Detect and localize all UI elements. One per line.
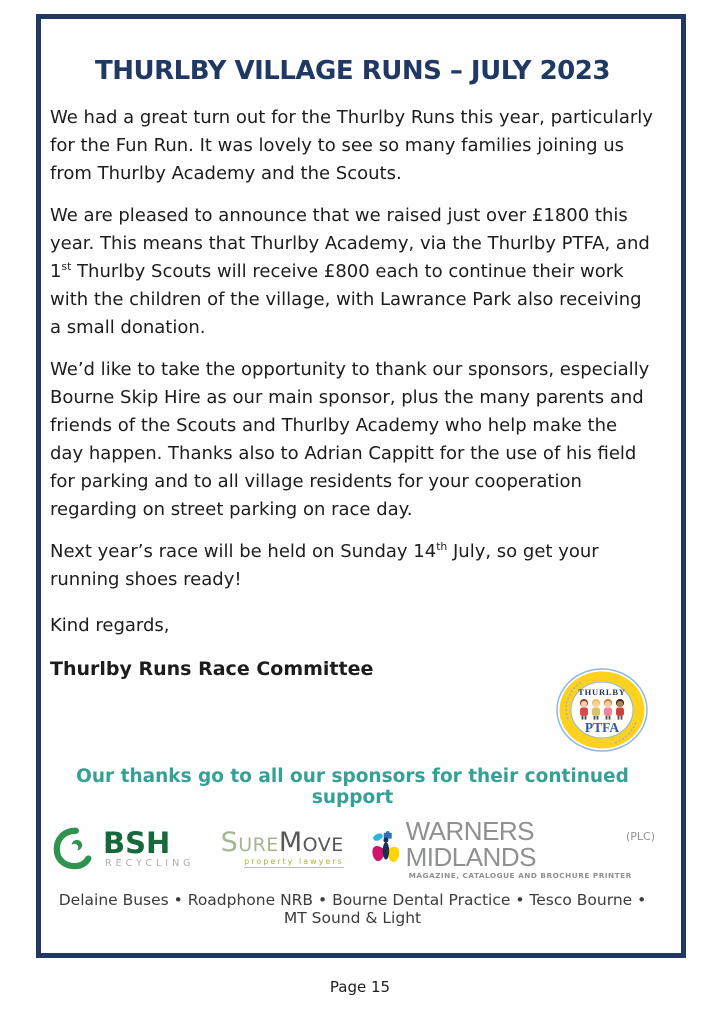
- sponsor-names-line: Delaine Buses • Roadphone NRB • Bourne Dental Practice • Tesco Bourne • MT Sound & Light: [58, 891, 647, 927]
- warners-name: WARNERS MIDLANDS: [405, 815, 536, 872]
- svg-text:THURLBY: THURLBY: [578, 687, 626, 697]
- bsh-recycling-logo: [50, 826, 195, 870]
- suremove-part1: Sure: [220, 826, 279, 858]
- warners-plc: (PLC): [625, 829, 655, 843]
- warners-wordmark: [405, 815, 655, 880]
- bsh-name: BSH: [103, 825, 171, 860]
- committee-signature: Thurlby Runs Race Committee: [50, 657, 374, 680]
- paragraph-text: We had a great turn out for the Thurlby Runs this year, particularly for the Fun Run. It was lovely to see so many families joining us from Thurlby Academy and the Scouts.: [50, 106, 653, 184]
- warners-butterfly-icon: [370, 826, 402, 870]
- bsh-swoosh-icon: [50, 826, 98, 870]
- paragraph-thanks: [50, 356, 655, 524]
- ptfa-logo: [555, 667, 649, 753]
- ptfa-logo-icon: [555, 667, 649, 753]
- paragraph-text: We are pleased to announce that we raised just over £1800 this year. This means that Thurlby Academy, via the Thurlby PTFA, and 1: [50, 204, 650, 282]
- paragraph-text: Next year’s race will be held on Sunday 14: [50, 540, 437, 562]
- paragraph-fundraising: [50, 202, 655, 342]
- suremove-wordmark: [220, 826, 344, 858]
- sponsors-section: [50, 766, 655, 933]
- sponsors-heading: Our thanks go to all our sponsors for their continued support: [76, 765, 629, 808]
- ordinal-superscript: th: [436, 539, 448, 553]
- bsh-wordmark: [103, 825, 195, 869]
- bsh-subtitle: RECYCLING: [105, 857, 195, 869]
- paragraph-text: July, so get your running shoes ready!: [50, 540, 599, 590]
- paragraph-text: Thurlby Scouts will receive £800 each to continue their work with the children of the village, with Lawrance Park also receiving a small donation.: [50, 260, 642, 338]
- warners-tagline: MAGAZINE, CATALOGUE AND BROCHURE PRINTER: [408, 870, 632, 880]
- signoff-text: Kind regards,: [50, 614, 170, 636]
- page-border-frame: [36, 14, 686, 958]
- paragraph-text: We’d like to take the opportunity to thank our sponsors, especially Bourne Skip Hire as our main sponsor, plus the many parents and friends of the Scouts and Thurlby Academy who help make the day happen. Thanks also to Adrian Cappitt for the use of his field for parking and to all village residents for your cooperation regarding on street parking on race day.: [50, 358, 650, 520]
- suremove-logo: [220, 826, 344, 868]
- page-title: THURLBY VILLAGE RUNS – JULY 2023: [95, 56, 610, 86]
- suremove-subtitle: property lawyers: [244, 856, 344, 866]
- suremove-part2: Move: [278, 826, 344, 858]
- warners-midlands-logo: [370, 815, 655, 880]
- paragraph-intro: [50, 104, 655, 188]
- page-number: Page 15: [329, 978, 391, 996]
- paragraph-next-year: [50, 538, 655, 594]
- svg-text:PTFA: PTFA: [584, 720, 620, 735]
- ordinal-superscript: st: [61, 259, 72, 273]
- sponsor-logos-row: [50, 815, 655, 880]
